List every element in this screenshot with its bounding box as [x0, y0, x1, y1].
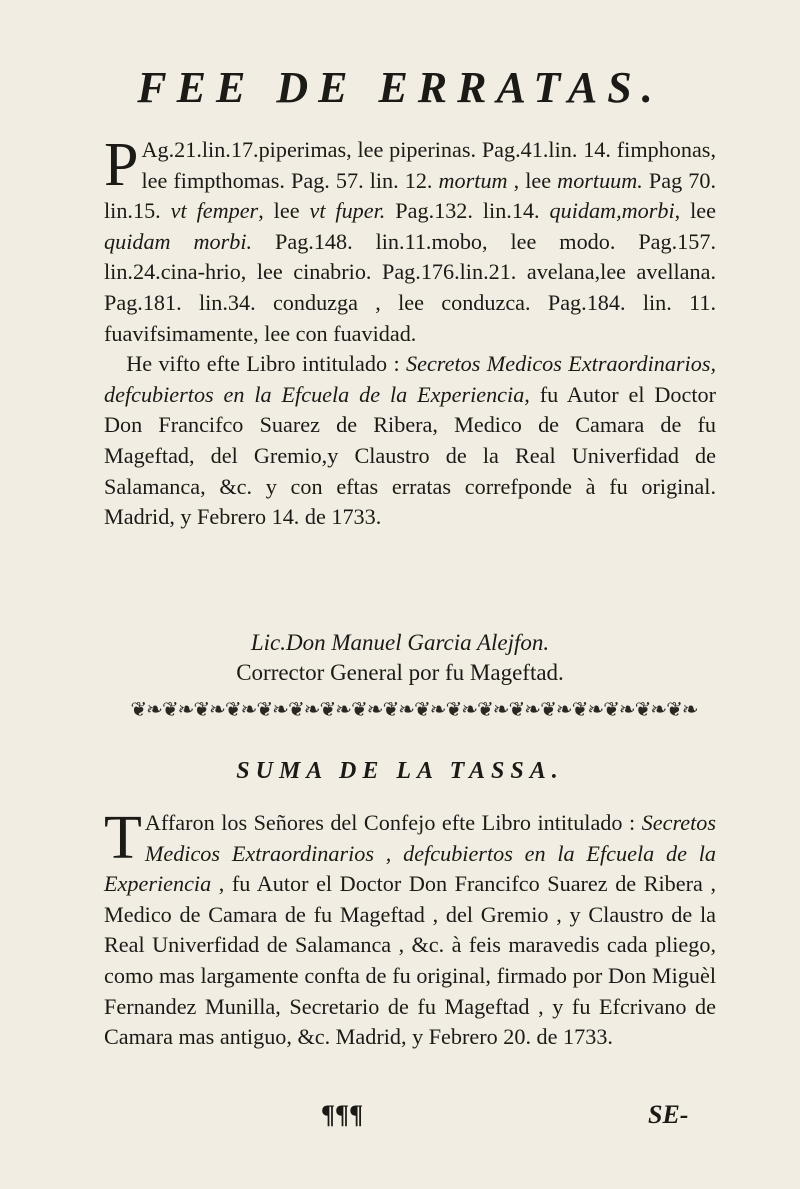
- errata-paragraph: [104, 131, 717, 533]
- catchword: SE-: [648, 1100, 689, 1129]
- signature-role: Corrector General por fu Mageftad.: [236, 660, 564, 685]
- errata-text-f: , lee: [674, 198, 716, 224]
- page-title: FEE DE ERRATAS.: [137, 63, 663, 112]
- dropcap-p: P: [104, 131, 139, 199]
- signature-name: [0, 628, 800, 658]
- errata-text-a: Ag.21.lin.17.piperimas, lee piperinas. Pag.41.lin. 14. fimphonas, lee fimpthomas. Pag. 57. lin. 12.: [141, 137, 716, 193]
- errata-italic-1: mortum: [438, 167, 508, 193]
- review-paragraph: [104, 351, 716, 529]
- errata-italic-2: mortuum.: [557, 167, 643, 193]
- tassa-book-title: Secretos Medicos Extraordinarios , defcubiertos en la Efcuela de la Experiencia: [104, 810, 716, 897]
- signature-name-text: Lic.Don Manuel Garcia Alejfon.: [250, 630, 550, 655]
- dropcap-t: T: [104, 804, 142, 872]
- review-text-b: fu Autor el Doctor Don Francifco Suarez de Ribera, Medico de Camara de fu Mageftad, del Gremio,y Claustro de la Real Univerfidad de Salamanca, &c. y con eftas erratas correfponde à fu original. Madrid, y Febrero 14. de 1733.: [104, 381, 716, 530]
- review-book-title: Secretos Medicos Extraordinarios, defcubiertos en la Efcuela de la Experiencia,: [104, 351, 717, 407]
- review-text-a: He vifto efte Libro intitulado :: [126, 351, 407, 377]
- tassa-text-b: , fu Autor el Doctor Don Francifco Suarez de Ribera , Medico de Camara de fu Mageftad , del Gremio , y Claustro de la Real Univerfidad de Salamanca , &c. à feis maravedis cada pliego, como mas largamente confta de fu original, firmado por Don Miguèl Fernandez Munilla, Secretario de fu Mageftad , y fu Efcrivano de Camara mas antiguo, &c. Madrid, y Febrero 20. de 1733.: [104, 871, 716, 1050]
- corrector-signature: [0, 628, 800, 688]
- errata-italic-6: quidam morbi.: [104, 228, 253, 254]
- errata-italic-5: quidam,morbi: [549, 198, 675, 224]
- errata-text-d: , lee: [258, 198, 310, 224]
- signature-mark: ¶¶¶: [321, 1100, 364, 1129]
- errata-italic-4: vt fuper.: [309, 198, 386, 224]
- ornament-divider: ❦❧❦❧❦❧❦❧❦❧❦❧❦❧❦❧❦❧❦❧❦❧❦❧❦❧❦❧❦❧❦❧❦❧❦❧: [130, 697, 698, 721]
- tassa-text-a: Affaron los Señores del Confejo efte Libro intitulado :: [144, 810, 642, 835]
- section-title: SUMA DE LA TASSA.: [236, 758, 564, 784]
- errata-text-b: , lee: [507, 167, 558, 193]
- tassa-paragraph: [104, 804, 716, 1053]
- errata-text-c: Pag 70. lin.15.: [104, 167, 716, 224]
- errata-text-g: Pag.148. lin.11.mobo, lee modo. Pag.157. lin.24.cina-hrio, lee cinabrio. Pag.176.lin.21. avelana,lee avellana. Pag.181. lin.34. conduzga , lee conduzca. Pag.184. lin. 11. fuavifsimamente, lee con fuavidad.: [104, 228, 716, 346]
- errata-text-e: Pag.132. lin.14.: [385, 198, 550, 224]
- errata-italic-3: vt femper: [170, 198, 259, 224]
